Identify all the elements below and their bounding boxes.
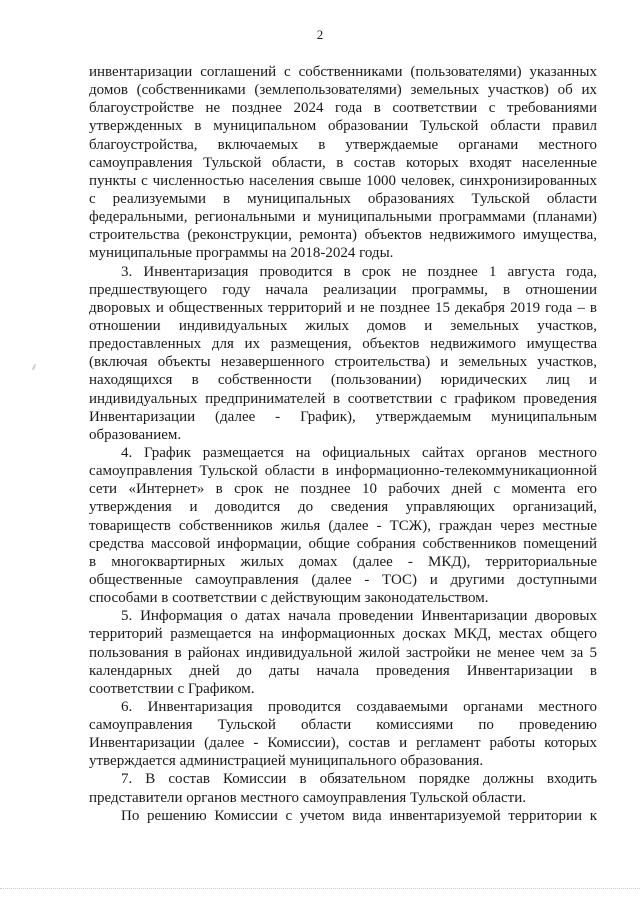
- text-line: дворовых и общественных территорий и не позднее 15 декабря 2019 года – в: [89, 299, 597, 316]
- text-line: календарных дней до даты начала проведения Инвентаризации в: [89, 662, 597, 679]
- text-line: домов (собственниками (землепользователями) земельных участков) об их: [89, 82, 597, 99]
- text-line: федеральными, региональными и муниципальными программами (планами): [89, 209, 597, 226]
- text-line: самоуправления Тульской области в информационно-телекоммуникационной: [89, 463, 597, 480]
- paragraph-item-7: [89, 770, 597, 806]
- text-line: территорий размещается на информационных досках МКД, местах общего: [89, 626, 597, 643]
- text-line: с реализуемыми в муниципальных образованиях Тульской области: [89, 190, 597, 207]
- text-line: муниципальные программы на 2018-2024 годы.: [89, 245, 394, 262]
- paragraph-continued: [89, 63, 597, 263]
- text-line: благоустройстве не позднее 2024 года в соответствии с требованиями: [89, 100, 597, 117]
- paragraph-item-5: [89, 607, 597, 698]
- text-line: 5. Информация о датах начала проведении Инвентаризации дворовых: [121, 608, 597, 625]
- text-line: самоуправления Тульской области, в состав которых входят населенные: [89, 154, 597, 171]
- text-line: средства массовой информации, общие собрания собственников помещений: [89, 535, 597, 552]
- text-line: сети «Интернет» в срок не позднее 10 рабочих дней с момента его: [89, 481, 597, 498]
- text-line: самоуправления Тульской области комиссиями по проведению: [89, 717, 597, 734]
- text-line: образованием.: [89, 426, 182, 443]
- text-line: находящихся в собственности (пользовании) юридических лиц и: [89, 372, 597, 389]
- text-line: общественные самоуправления (далее - ТОС) и другими доступными: [89, 571, 597, 588]
- text-line: представители органов местного самоуправления Тульской области.: [89, 789, 526, 806]
- text-line: инвентаризации соглашений с собственниками (пользователями) указанных: [89, 64, 597, 80]
- text-line: Инвентаризации (далее - График), утверждаемым муниципальным: [89, 408, 597, 425]
- text-line: 7. В состав Комиссии в обязательном порядке должны входить: [121, 771, 597, 788]
- text-line: утвержденных в муниципальном образовании Тульской области правил: [89, 118, 597, 135]
- text-line: утверждается администрацией муниципального образования.: [89, 753, 484, 770]
- text-line: отношении индивидуальных жилых домов и земельных участков,: [89, 317, 597, 334]
- text-line: Инвентаризации (далее - Комиссии), состав и регламент работы которых: [89, 735, 597, 752]
- paragraph-item-6: [89, 698, 597, 771]
- text-line: товариществ собственников жилья (далее - ТСЖ), граждан через местные: [89, 517, 597, 534]
- text-line: соответствии с Графиком.: [89, 680, 255, 697]
- text-line: 3. Инвентаризация проводится в срок не позднее 1 августа года,: [121, 263, 597, 280]
- text-line: индивидуальных предпринимателей в соответствии с графиком проведения: [89, 390, 597, 407]
- body-text: [89, 63, 597, 825]
- paragraph-item-3: [89, 263, 597, 444]
- page-number: 2: [316, 27, 324, 42]
- paragraph-continues: [89, 807, 597, 825]
- text-line: в многоквартирных жилых домах (далее - МКД), территориальные: [89, 553, 597, 570]
- text-line: предоставленных для их размещения, объектов недвижимого имущества: [89, 336, 597, 353]
- text-line: 4. График размещается на официальных сайтах органов местного: [121, 444, 597, 461]
- text-line: (включая объекты незавершенного строительства) и земельных участков,: [89, 354, 597, 371]
- text-line: пункты с численностью населения свыше 1000 человек, синхронизированных: [89, 172, 597, 189]
- paragraph-item-4: [89, 444, 597, 607]
- scan-edge-artifact: [0, 888, 640, 889]
- text-line: утверждения и доводится до сведения управляющих организаций,: [89, 499, 597, 516]
- text-line: строительства (реконструкции, ремонта) объектов недвижимого имущества,: [89, 227, 597, 244]
- text-line: предшествующего году начала реализации программы, в отношении: [89, 281, 597, 298]
- text-line: пользования в районах индивидуальной жилой застройки не менее чем за 5: [89, 644, 597, 661]
- text-line: 6. Инвентаризация проводится создаваемыми органами местного: [121, 698, 597, 715]
- scan-speck: [32, 364, 36, 370]
- text-line: способами в соответствии с действующим законодательством.: [89, 590, 489, 607]
- text-line: По решению Комиссии с учетом вида инвентаризуемой территории к: [121, 807, 597, 824]
- text-line: благоустройства, включаемых в утверждаемые органами местного: [89, 136, 597, 153]
